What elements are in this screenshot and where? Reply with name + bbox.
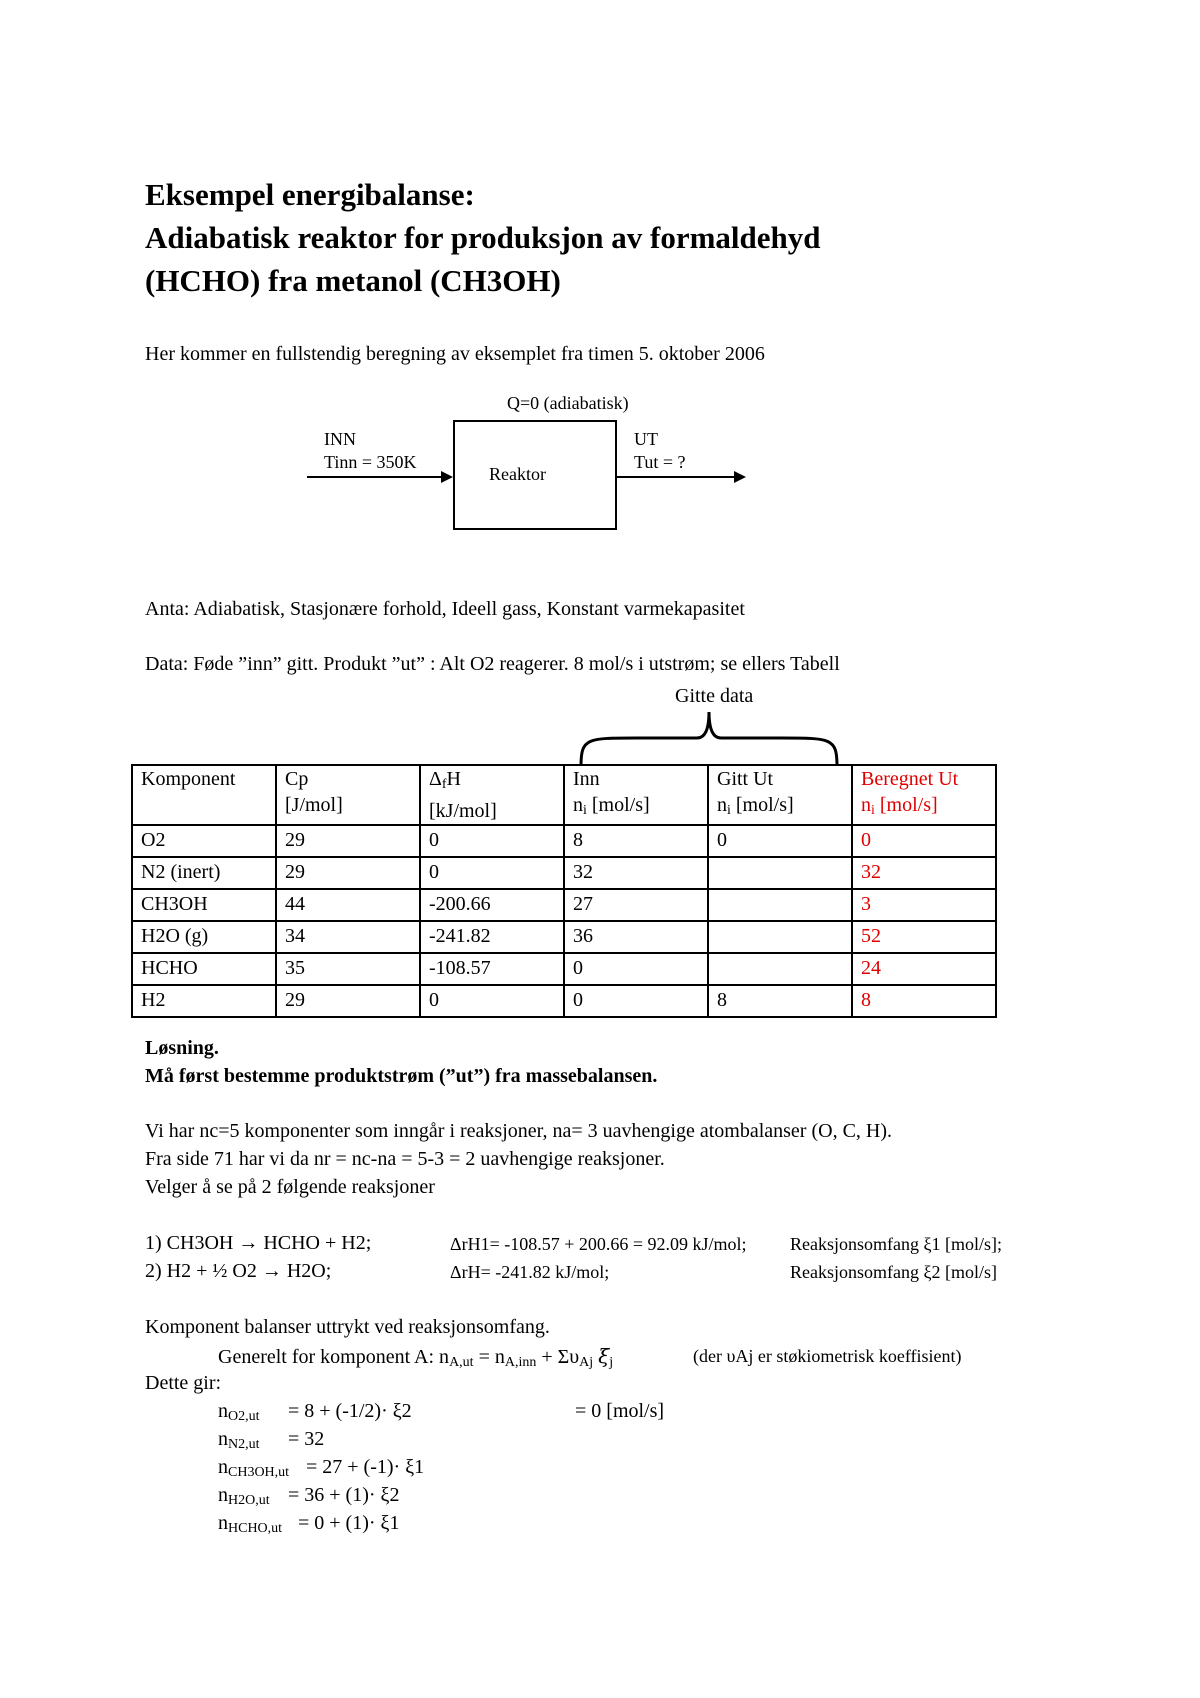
- title-line-3: (HCHO) fra metanol (CH3OH): [145, 263, 561, 298]
- general-balance-formula: Generelt for komponent A: $n_{A,ut} = n_{A,inn} + \Sigma\upsilon_{Aj}$ $\xi_j$: [218, 1344, 614, 1370]
- balance-o2-result: = 0 [mol/s]: [575, 1400, 665, 1422]
- cell-gitt-ut: [708, 889, 852, 921]
- cell-dfh: 0: [420, 985, 564, 1017]
- header-beregnet-ut: Beregnet Ut $n_i$ [mol/s]: [852, 765, 996, 825]
- solution-subheading: Må først bestemme produktstrøm (”ut”) fra massebalansen.: [145, 1065, 658, 1087]
- cell-cp: 34: [276, 921, 420, 953]
- cell-inn: 8: [564, 825, 708, 857]
- cell-komponent: H2: [132, 985, 276, 1017]
- cell-inn: 0: [564, 985, 708, 1017]
- document-title: [145, 173, 821, 302]
- inlet-label: INN: [324, 429, 356, 449]
- reaction-1-enthalpy: ΔrH1= -108.57 + 200.66 = 92.09 kJ/mol;: [450, 1234, 747, 1254]
- title-line-1: Eksempel energibalanse:: [145, 177, 475, 212]
- balance-n2: $n_{N2,ut}$: [218, 1428, 260, 1452]
- cell-beregnet-ut: 32: [852, 857, 996, 889]
- cell-dfh: -108.57: [420, 953, 564, 985]
- cell-komponent: HCHO: [132, 953, 276, 985]
- cell-dfh: 0: [420, 825, 564, 857]
- table-row: [132, 825, 996, 857]
- balance-o2-rhs: = 8 + (-1/2)· ξ2: [288, 1400, 412, 1422]
- outlet-arrow-head-icon: [734, 471, 746, 483]
- cell-komponent: H2O (g): [132, 921, 276, 953]
- balance-hcho-rhs: = 0 + (1)· ξ1: [298, 1512, 400, 1534]
- cell-komponent: N2 (inert): [132, 857, 276, 889]
- reaction-2-equation: 2) H2 + ½ O2 → H2O;: [145, 1260, 332, 1282]
- inlet-arrow-line: [307, 476, 442, 478]
- table-row: [132, 857, 996, 889]
- cell-cp: 29: [276, 985, 420, 1017]
- general-balance-note: (der υAj er støkiometrisk koeffisient): [693, 1346, 962, 1366]
- cell-cp: 35: [276, 953, 420, 985]
- header-cp: Cp [J/mol]: [276, 765, 420, 825]
- cell-beregnet-ut: 8: [852, 985, 996, 1017]
- table-row: [132, 889, 996, 921]
- header-komponent: Komponent: [132, 765, 276, 825]
- balance-h2o: $n_{H2O,ut}$: [218, 1484, 270, 1508]
- reaction-1-extent: Reaksjonsomfang ξ1 [mol/s];: [790, 1234, 1003, 1254]
- given-data-label: Gitte data: [675, 685, 754, 707]
- cell-beregnet-ut: 3: [852, 889, 996, 921]
- cell-gitt-ut: [708, 857, 852, 889]
- reactor-label: Reaktor: [489, 464, 546, 484]
- cell-cp: 44: [276, 889, 420, 921]
- cell-gitt-ut: [708, 953, 852, 985]
- balance-hcho: $n_{HCHO,ut}$: [218, 1512, 283, 1536]
- cell-beregnet-ut: 0: [852, 825, 996, 857]
- cell-dfh: -200.66: [420, 889, 564, 921]
- balance-h2o-rhs: = 36 + (1)· ξ2: [288, 1484, 400, 1506]
- outlet-arrow-line: [617, 476, 735, 478]
- cell-dfh: 0: [420, 857, 564, 889]
- title-line-2: Adiabatisk reaktor for produksjon av formaldehyd: [145, 220, 821, 255]
- cell-komponent: CH3OH: [132, 889, 276, 921]
- balance-o2: $n_{O2,ut}$: [218, 1400, 260, 1424]
- solution-heading: Løsning.: [145, 1037, 219, 1059]
- reaction-2-enthalpy: ΔrH= -241.82 kJ/mol;: [450, 1262, 610, 1282]
- cell-gitt-ut: 8: [708, 985, 852, 1017]
- cell-beregnet-ut: 52: [852, 921, 996, 953]
- inlet-arrow-head-icon: [441, 471, 453, 483]
- assumptions-text: Anta: Adiabatisk, Stasjonære forhold, Ideell gass, Konstant varmekapasitet: [145, 598, 745, 620]
- reaction-2-extent: Reaksjonsomfang ξ2 [mol/s]: [790, 1262, 997, 1282]
- inlet-temperature: Tinn = 350K: [324, 452, 417, 472]
- table-row: [132, 921, 996, 953]
- cell-inn: 27: [564, 889, 708, 921]
- paragraph-reactions-count: Fra side 71 har vi da nr = nc-na = 5-3 = 2 uavhengige reaksjoner.: [145, 1148, 665, 1170]
- cell-cp: 29: [276, 857, 420, 889]
- reaction-1-equation: 1) CH3OH → HCHO + H2;: [145, 1232, 372, 1254]
- balance-ch3oh-rhs: = 27 + (-1)· ξ1: [306, 1456, 425, 1478]
- header-gitt-ut: Gitt Ut $n_i$ [mol/s]: [708, 765, 852, 825]
- heat-label: Q=0 (adiabatisk): [507, 393, 629, 413]
- cell-gitt-ut: 0: [708, 825, 852, 857]
- cell-inn: 0: [564, 953, 708, 985]
- component-table: [131, 764, 997, 1018]
- balance-intro: Komponent balanser uttrykt ved reaksjonsomfang.: [145, 1316, 550, 1338]
- intro-text: Her kommer en fullstendig beregning av eksemplet fra timen 5. oktober 2006: [145, 343, 765, 365]
- outlet-label: UT: [634, 429, 658, 449]
- table-row: [132, 985, 996, 1017]
- balance-n2-rhs: = 32: [288, 1428, 325, 1450]
- cell-beregnet-ut: 24: [852, 953, 996, 985]
- curly-brace-icon: [577, 708, 841, 768]
- cell-dfh: -241.82: [420, 921, 564, 953]
- cell-gitt-ut: [708, 921, 852, 953]
- header-dfh: $\Delta_fH$ [kJ/mol]: [420, 765, 564, 825]
- cell-komponent: O2: [132, 825, 276, 857]
- table-row: [132, 953, 996, 985]
- cell-inn: 32: [564, 857, 708, 889]
- paragraph-choose-reactions: Velger å se på 2 følgende reaksjoner: [145, 1176, 435, 1198]
- cell-inn: 36: [564, 921, 708, 953]
- balance-ch3oh: $n_{CH3OH,ut}$: [218, 1456, 290, 1480]
- data-description: Data: Føde ”inn” gitt. Produkt ”ut” : Alt O2 reagerer. 8 mol/s i utstrøm; se ellers Tabell: [145, 653, 840, 675]
- dette-gir-label: Dette gir:: [145, 1372, 222, 1394]
- paragraph-components: Vi har nc=5 komponenter som inngår i reaksjoner, na= 3 uavhengige atombalanser (O, C, H).: [145, 1120, 893, 1142]
- outlet-temperature: Tut = ?: [634, 452, 686, 472]
- header-inn: Inn $n_i$ [mol/s]: [564, 765, 708, 825]
- cell-cp: 29: [276, 825, 420, 857]
- table-header-row: [132, 765, 996, 825]
